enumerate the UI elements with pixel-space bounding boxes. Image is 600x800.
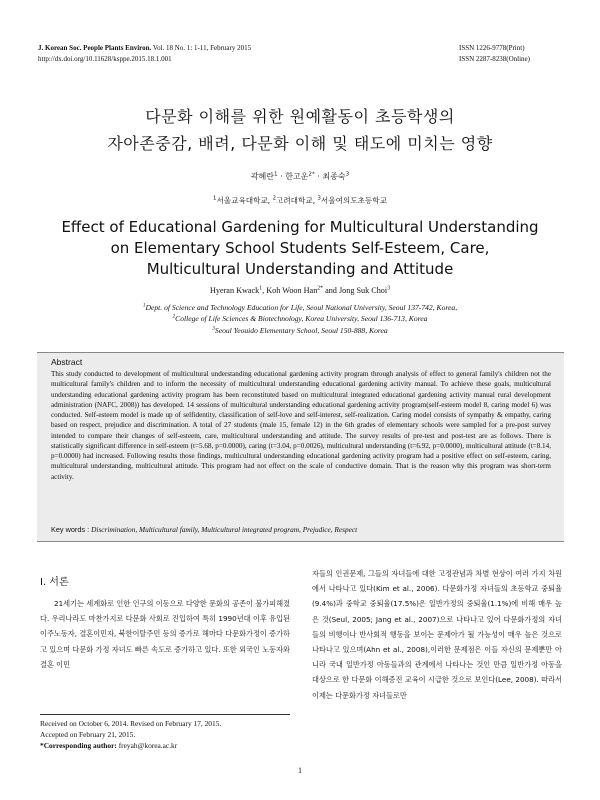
korean-title-line-1: 다문화 이해를 위한 원예활동이 초등학생의: [145, 107, 455, 126]
keywords-label: Key words :: [51, 525, 92, 534]
body-column-left: [40, 596, 290, 672]
affiliation-line: [0, 325, 600, 336]
affil-text: College of Life Sciences & Biotechnology, Korea University, Seoul 136-713, Korea: [175, 314, 428, 324]
author-name: 한고운: [285, 172, 309, 181]
footnote-divider: [40, 714, 290, 715]
issn-online: ISSN 2287-8238(Online): [459, 55, 530, 63]
received-date: Received on October 6, 2014. Revised on February 17, 2015.: [40, 719, 222, 728]
author-separator: ·: [277, 172, 286, 181]
footnote: [40, 718, 290, 751]
affiliation-line: [0, 313, 600, 324]
author-sup: 3: [387, 285, 391, 292]
author-sup: 3: [345, 171, 350, 178]
author-sup: 1: [259, 285, 263, 292]
abstract-text: This study conducted to development of multicultural understanding educational gardening activity program through analysis of effect to general family's children not the multicultural family's children and to inform the necessity of multicultural understanding educational gardening activity manual. To achieve these goals, multicultural understanding educational gardening activity program has been reconstituted based on multicultural integrated educational gardening activity manual rural development administration (NAFC, 2008)) has developed. 14 sessions of multicultural understanding educational gardening activity program(self-esteem model 8, caring model 6) was conducted. Self-esteem model is made up of selfidentity, classification of self-love and self-interest, self-realization. Caring model consists of sympathy & empathy, caring based on respect, prejudice and discrimination. A total of 27 students (male 15, female 12) in the 6th grades of elementary schools were sampled for a pre-post survey intended to compare their changes of self-esteem, care, multicultural understanding and attitude. The survey results of pre-test and post-test are as follows. There is statistically significant difference in self-esteem (t=5.68, p=0.0000), caring (t=3.04, p=0.0026), multicultural understanding (t=6.92, p=0.0000), multicultural attitude (t=8.14, p=0.0000) had increased. Following results those findings, multicultural understanding educational gardening activity program had a positive effect on self-esteem, caring, multicultural understanding, multicultural attitude. This program had not effect on the scale of conductive domain. That is the reason why this program was short-term activity.: [51, 370, 551, 481]
author-name: Hyeran Kwack: [209, 286, 260, 295]
author-sup: 1: [274, 171, 278, 178]
korean-affiliations: $^1$서울교육대학교, $^2$고려대학교, $^3$서울여의도초등학교: [213, 195, 387, 205]
author-name: Jong Suk Choi: [338, 286, 388, 295]
author-name: Koh Woon Han: [266, 286, 318, 295]
journal-name: J. Korean Soc. People Plants Environ.: [38, 44, 152, 52]
affil-text: Dept. of Science and Technology Education for Life, Seoul National University, Seoul 137-742, Korea,: [145, 303, 458, 312]
english-affiliations: [0, 302, 600, 336]
issn-block: [459, 43, 530, 65]
page-number: 1: [298, 766, 302, 775]
body-paragraph: 21세기는 세계화로 인한 인구의 이동으로 다양한 문화의 공존이 불가피해졌다. 우리나라도 마찬가지로 다문화 사회로 진입하여 특히 1990년대 이후 유입된 이주노동자, 결혼이민자, 북한이탈주민 등의 증가로 해마다 다문화가정이 증가하고 있으며 다문화 가정 자녀도 빠른 속도로 증가하고 있다. 또한 외국인 노동자와 결혼 이민: [40, 599, 290, 669]
korean-title: [0, 103, 600, 157]
keywords-text: Discrimination, Multicultural family, Multicultural integrated program, Prejudice, Respect: [91, 525, 358, 534]
affiliation-line: [0, 302, 600, 313]
english-authors: Hyeran Kwack$^1$, Koh Woon Han$^{2*}$ and Jong Suk Choi$^3$: [209, 285, 391, 295]
body-column-right: [312, 566, 562, 703]
english-title-line-3: Multicultural Understanding and Attitude: [146, 260, 454, 278]
abstract-heading: Abstract: [51, 357, 83, 367]
corr-email[interactable]: freyah@korea.ac.kr: [116, 741, 178, 750]
affil-sup: 1: [142, 302, 146, 309]
doi-link[interactable]: http://dx.doi.org/10.11628/ksppe.2015.18.1.001: [38, 55, 172, 63]
english-title-line-1: Effect of Educational Gardening for Multicultural Understanding: [61, 218, 539, 236]
author-name: 최종숙: [322, 172, 346, 181]
english-title: [40, 217, 560, 280]
volume-info: Vol. 18 No. 1: 1-11, February 2015: [151, 44, 252, 52]
affil-name: 고려대학교: [276, 196, 313, 205]
korean-title-line-2: 자아존중감, 배려, 다문화 이해 및 태도에 미치는 영향: [107, 134, 493, 153]
english-title-line-2: on Elementary School Students Self-Esteem, Care,: [110, 239, 490, 257]
affil-sup: 3: [212, 325, 215, 332]
affil-sup: 2: [172, 313, 176, 320]
affil-name: 서울교육대학교: [216, 196, 268, 205]
affil-name: 서울여의도초등학교: [320, 196, 387, 205]
corresponding-author: [40, 740, 290, 751]
affil-sup: 1: [213, 195, 217, 202]
author-sup: 2*: [317, 285, 324, 292]
journal-header: [38, 43, 251, 65]
corr-label: *Corresponding author:: [40, 741, 117, 750]
affil-sup: 2: [272, 195, 277, 202]
issn-print: ISSN 1226-9778(Print): [459, 44, 525, 52]
keywords: [51, 525, 551, 534]
section-heading: Ⅰ. 서론: [40, 577, 69, 588]
author-separator: ·: [314, 172, 323, 181]
author-sup: 2*: [308, 171, 315, 178]
body-paragraph: 자들의 인권문제, 그들의 자녀들에 대한 고정관념과 차별 현상이 여러 가지 차원에서 나타나고 있다(Kim et al., 2006). 다문화가정 자녀들의 초등학교 중퇴율(9.4%)과 중학교 중퇴율(17.5%)은 일반가정의 중퇴율(1.1%)에 비해 매우 높은 것(Seul, 2005; Jang et al., 2007)으로 나타나고 있어 다문화가정의 자녀들의 비행이나 반사회적 행동을 보이는 문제아가 될 가능성이 매우 높은 것으로 나타나고 있으며(Ahn et al., 2008),이러한 문제점은 이들 자신의 문제뿐만 아니라 국내 일반가정 아동들과의 관계에서 나타나는 것인 만큼 일반가정 아동을 대상으로 한 다문화 이해증진 교육이 시급한 것으로 보인다(Lee, 2008). 따라서 이제는 다문화가정 자녀들로만: [312, 569, 562, 700]
affil-text: Seoul Yeouido Elementary School, Seoul 150-888, Korea: [214, 325, 388, 335]
accepted-date: Accepted on February 21, 2015.: [40, 730, 136, 739]
author-name: 곽혜란: [250, 172, 275, 181]
korean-authors: [0, 171, 600, 182]
affil-sup: 3: [317, 195, 321, 202]
